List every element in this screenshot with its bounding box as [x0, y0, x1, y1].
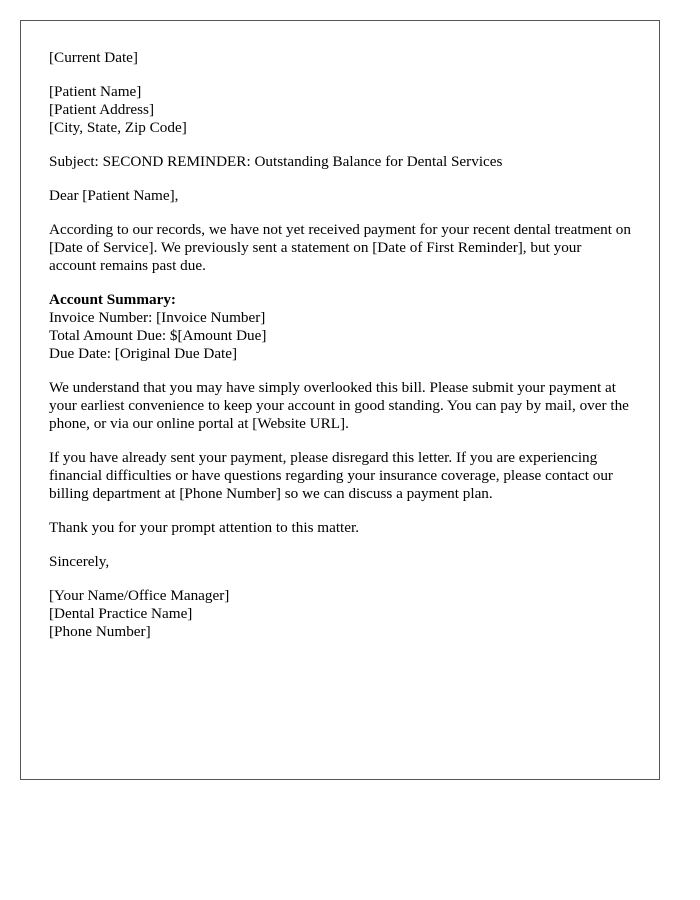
patient-address: [Patient Address] [49, 101, 155, 118]
subject-line: Subject: SECOND REMINDER: Outstanding Balance for Dental Services [49, 153, 503, 170]
letter-page [20, 20, 660, 780]
signer-name: [Your Name/Office Manager] [49, 587, 230, 604]
closing: Sincerely, [49, 553, 110, 570]
subject-block [49, 153, 631, 171]
practice-phone: [Phone Number] [49, 623, 151, 640]
salutation-block [49, 187, 631, 205]
patient-name: [Patient Name] [49, 83, 142, 100]
salutation: Dear [Patient Name], [49, 187, 179, 204]
invoice-number: Invoice Number: [Invoice Number] [49, 309, 266, 326]
practice-name: [Dental Practice Name] [49, 605, 193, 622]
current-date: [Current Date] [49, 49, 138, 66]
body-paragraph-records: According to our records, we have not yet received payment for your recent dental treatment on [Date of Service]. We previously sent a statement on [Date of First Reminder], but your account remains past due. [49, 221, 631, 274]
body-paragraph-thanks: Thank you for your prompt attention to this matter. [49, 519, 360, 536]
signature-block [49, 587, 631, 641]
recipient-address-block [49, 83, 631, 137]
body-paragraph-difficulties: If you have already sent your payment, please disregard this letter. If you are experiencing financial difficulties or have questions regarding your insurance coverage, please contact our billing department at [Phone Number] so we can discuss a payment plan. [49, 449, 613, 502]
account-summary-heading: Account Summary: [49, 291, 176, 308]
due-date: Due Date: [Original Due Date] [49, 345, 238, 362]
date-block [49, 49, 631, 67]
account-summary-block [49, 291, 631, 363]
body-paragraph-payment: We understand that you may have simply overlooked this bill. Please submit your payment at your earliest convenience to keep your account in good standing. You can pay by mail, over the phone, or via our online portal at [Website URL]. [49, 379, 629, 432]
total-amount-due: Total Amount Due: $[Amount Due] [49, 327, 267, 344]
closing-block [49, 553, 631, 571]
patient-city-state-zip: [City, State, Zip Code] [49, 119, 187, 136]
